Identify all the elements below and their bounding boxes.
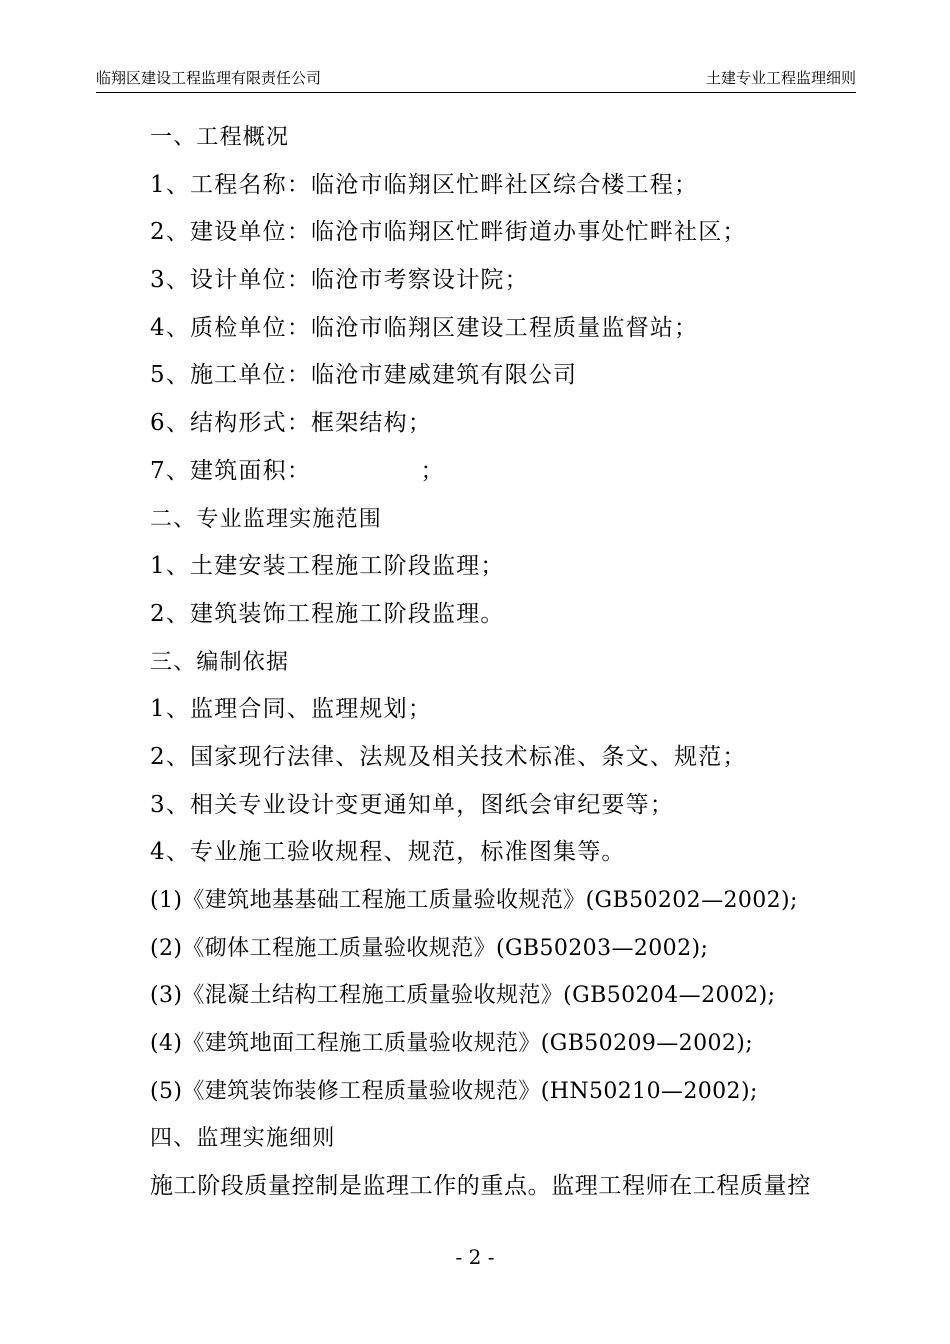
list-item: 3、相关专业设计变更通知单，图纸会审纪要等； [150,791,675,818]
page-number: - 2 - [455,1245,495,1269]
list-item: 1、土建安装工程施工阶段监理； [150,553,505,580]
list-item: 7、建筑面积： ； [150,457,445,484]
reference-item: (4)《建筑地面工程施工质量验收规范》(GB50209—2002); [150,1031,754,1057]
section-heading-supervision-scope: 二、专业监理实施范围 [150,506,383,532]
list-item: 2、国家现行法律、法规及相关技术标准、条文、规范； [150,743,747,770]
list-item: 1、工程名称：临沧市临翔区忙畔社区综合楼工程； [150,171,699,198]
reference-item: (3)《混凝土结构工程施工质量验收规范》(GB50204—2002); [150,983,776,1009]
list-item: 1、监理合同、监理规划； [150,696,433,723]
header-company-name: 临翔区建设工程监理有限责任公司 [96,69,322,87]
list-item: 6、结构形式：框架结构； [150,410,433,437]
list-item: 2、建筑装饰工程施工阶段监理。 [150,600,505,627]
header-document-title: 土建专业工程监理细则 [705,69,856,87]
page-header [96,64,856,93]
body-paragraph: 施工阶段质量控制是监理工作的重点。监理工程师在工程质量控 [150,1173,811,1200]
list-item: 2、建设单位：临沧市临翔区忙畔街道办事处忙畔社区； [150,219,747,246]
section-heading-implementation-details: 四、监理实施细则 [150,1126,336,1152]
reference-item: (2)《砌体工程施工质量验收规范》(GB50203—2002); [150,935,709,961]
section-heading-project-overview: 一、工程概况 [150,125,290,150]
section-heading-basis: 三、编制依据 [150,649,290,675]
list-item: 3、设计单位：临沧市考察设计院； [150,267,529,294]
reference-item: (1)《建筑地基基础工程施工质量验收规范》(GB50202—2002); [150,888,798,913]
document-body [150,114,860,1211]
reference-item: (5)《建筑装饰装修工程质量验收规范》(HN50210—2002); [150,1078,758,1104]
list-item: 5、施工单位：临沧市建威建筑有限公司 [150,362,578,389]
list-item: 4、质检单位：临沧市临翔区建设工程质量监督站； [150,314,699,341]
list-item: 4、专业施工验收规程、规范，标准图集等。 [150,839,626,866]
